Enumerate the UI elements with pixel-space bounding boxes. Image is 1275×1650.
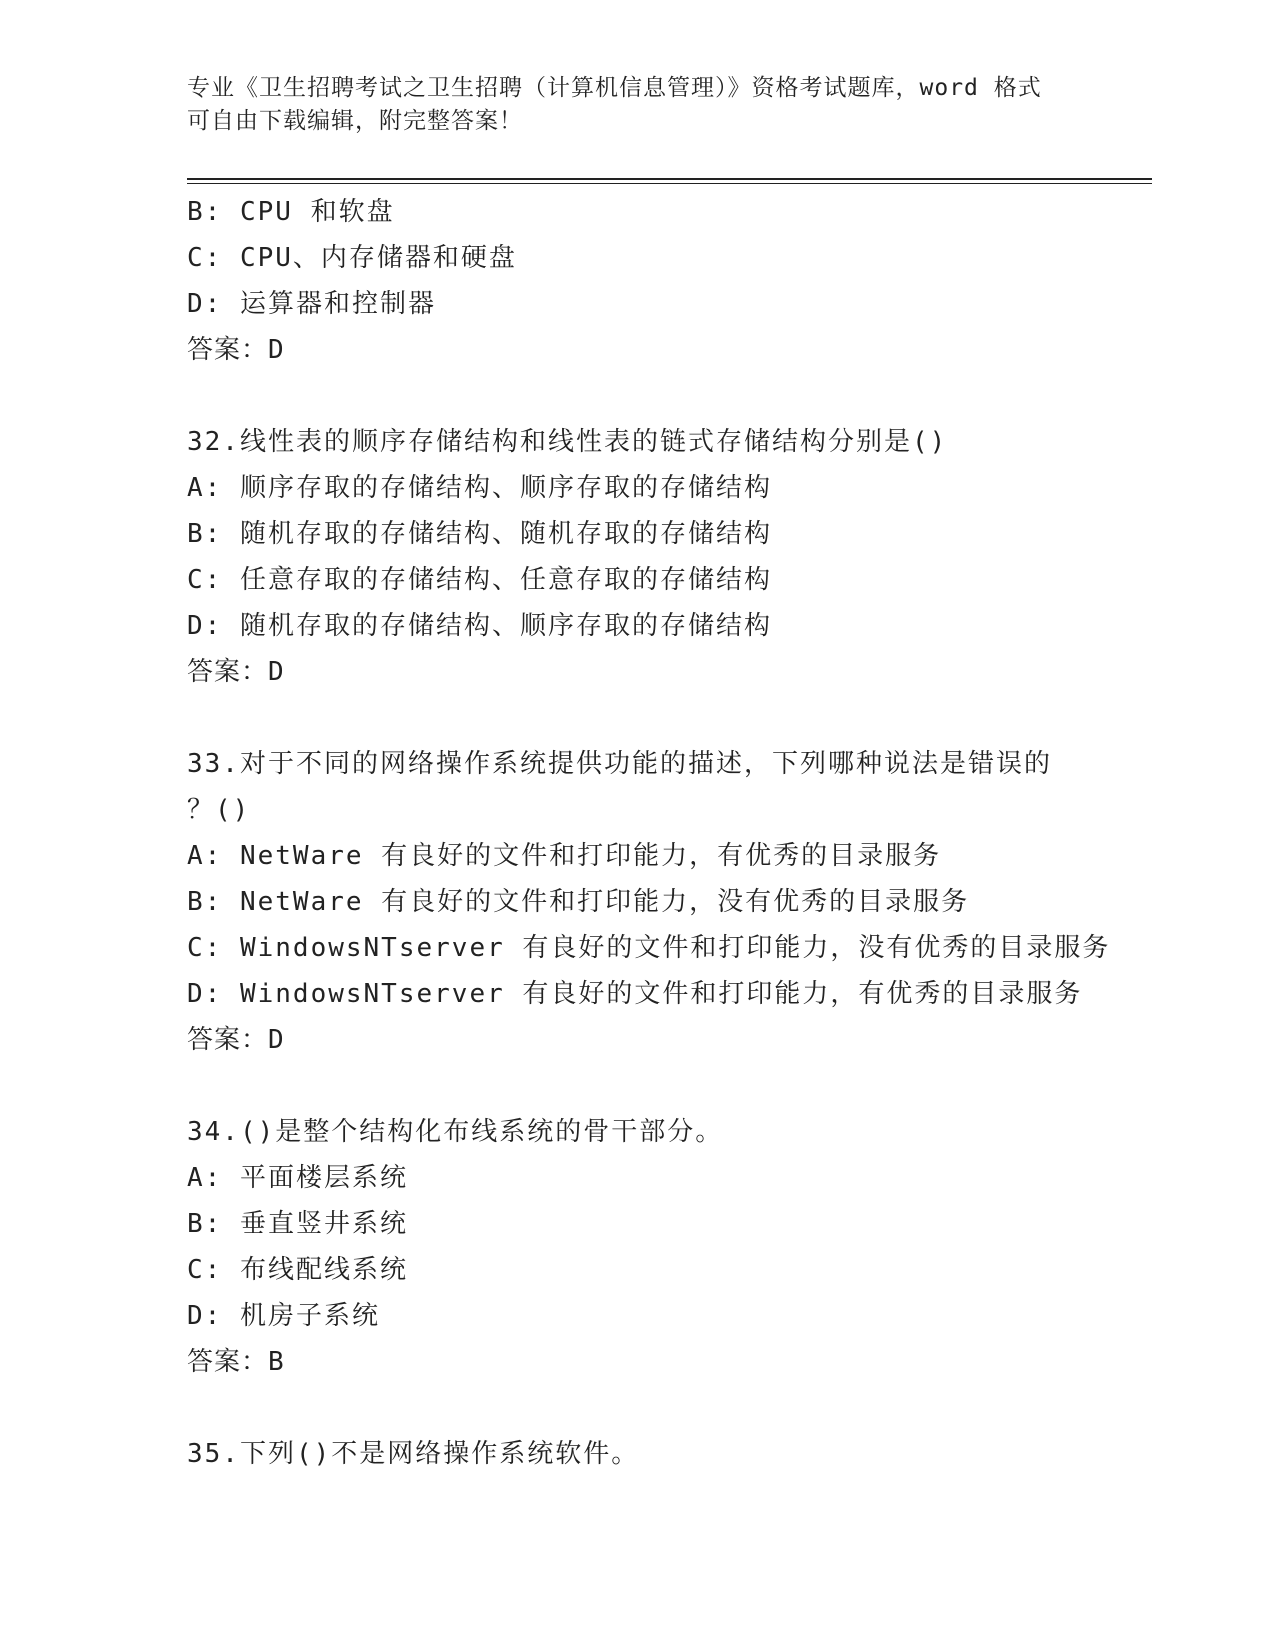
document-header xyxy=(187,72,1067,138)
option-d: D: 机房子系统 xyxy=(187,1301,380,1331)
question-list xyxy=(187,189,1111,1477)
header-title-line-1: 专业《卫生招聘考试之卫生招聘（计算机信息管理）》资格考试题库，word 格式 xyxy=(187,75,1042,101)
option-b: B: CPU 和软盘 xyxy=(187,197,395,227)
option-c: C: 布线配线系统 xyxy=(187,1255,408,1285)
answer-line: 答案：D xyxy=(187,657,285,687)
question-text: 33.对于不同的网络操作系统提供功能的描述，下列哪种说法是错误的 xyxy=(187,749,1052,779)
option-a: A: 顺序存取的存储结构、顺序存取的存储结构 xyxy=(187,473,772,503)
question-block-33 xyxy=(187,741,1111,1063)
question-block-35 xyxy=(187,1431,1087,1477)
question-text-continued: ？() xyxy=(187,795,251,825)
answer-line: 答案：D xyxy=(187,335,285,365)
option-d: D: 运算器和控制器 xyxy=(187,289,436,319)
question-block-31 xyxy=(187,189,1087,373)
answer-line: 答案：D xyxy=(187,1025,285,1055)
option-c: C: CPU、内存储器和硬盘 xyxy=(187,243,517,273)
question-text: 35.下列()不是网络操作系统软件。 xyxy=(187,1439,640,1469)
option-c: C: 任意存取的存储结构、任意存取的存储结构 xyxy=(187,565,772,595)
header-divider-thick xyxy=(187,178,1152,180)
spacer xyxy=(187,1385,1087,1431)
question-block-32 xyxy=(187,419,1087,695)
option-b: B: 垂直竖井系统 xyxy=(187,1209,408,1239)
question-text: 32.线性表的顺序存储结构和线性表的链式存储结构分别是() xyxy=(187,427,948,457)
option-d: D: 随机存取的存储结构、顺序存取的存储结构 xyxy=(187,611,772,641)
option-b: B: 随机存取的存储结构、随机存取的存储结构 xyxy=(187,519,772,549)
option-d: D: WindowsNTserver 有良好的文件和打印能力，有优秀的目录服务 xyxy=(187,979,1083,1009)
option-a: A: NetWare 有良好的文件和打印能力，有优秀的目录服务 xyxy=(187,841,942,871)
option-a: A: 平面楼层系统 xyxy=(187,1163,408,1193)
option-b: B: NetWare 有良好的文件和打印能力，没有优秀的目录服务 xyxy=(187,887,970,917)
header-divider-thin xyxy=(187,183,1152,184)
spacer xyxy=(187,1063,1087,1109)
answer-line: 答案：B xyxy=(187,1347,285,1377)
spacer xyxy=(187,373,1087,419)
question-text: 34.()是整个结构化布线系统的骨干部分。 xyxy=(187,1117,724,1147)
spacer xyxy=(187,695,1087,741)
header-title-line-2: 可自由下载编辑，附完整答案！ xyxy=(187,108,523,134)
question-block-34 xyxy=(187,1109,1087,1385)
option-c: C: WindowsNTserver 有良好的文件和打印能力，没有优秀的目录服务 xyxy=(187,933,1111,963)
